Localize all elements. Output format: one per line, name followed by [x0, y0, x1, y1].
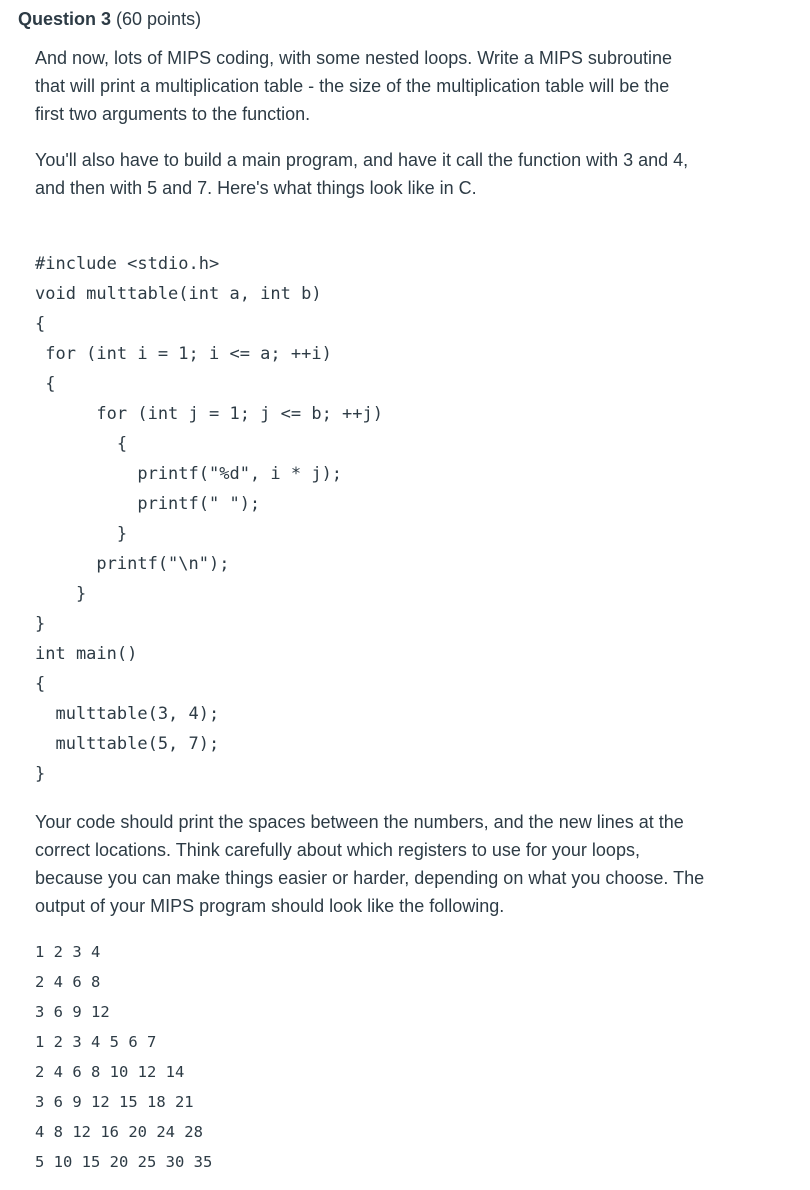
- question-header: [18, 7, 201, 31]
- code-line: }: [35, 584, 87, 604]
- code-line: int main(): [35, 644, 138, 664]
- code-line: {: [35, 314, 46, 334]
- code-line: printf("\n");: [35, 554, 230, 574]
- intro-paragraph-1: [35, 44, 755, 128]
- code-line: {: [35, 674, 46, 694]
- output-line: 1 2 3 4: [35, 943, 101, 961]
- output-line: 1 2 3 4 5 6 7: [35, 1033, 157, 1051]
- code-line: printf(" ");: [35, 494, 261, 514]
- code-line: printf("%d", i * j);: [35, 464, 343, 484]
- text-line: correct locations. Think carefully about which registers to use for your loops,: [35, 840, 640, 860]
- code-line: for (int i = 1; i <= a; ++i): [35, 344, 332, 364]
- code-line: {: [35, 374, 56, 394]
- output-line: 3 6 9 12 15 18 21: [35, 1093, 194, 1111]
- c-code-block: [35, 249, 383, 789]
- code-line: }: [35, 614, 46, 634]
- text-line: and then with 5 and 7. Here's what things look like in C.: [35, 178, 477, 198]
- code-line: multtable(3, 4);: [35, 704, 220, 724]
- output-line: 3 6 9 12: [35, 1003, 110, 1021]
- instructions-paragraph: [35, 808, 755, 920]
- code-line: }: [35, 524, 128, 544]
- output-line: 4 8 12 16 20 24 28: [35, 1123, 203, 1141]
- code-line: #include <stdio.h>: [35, 254, 220, 274]
- question-points: (60 points): [111, 9, 202, 29]
- question-title: Question 3: [18, 9, 112, 29]
- text-line: You'll also have to build a main program, and have it call the function with 3 and 4,: [35, 150, 689, 170]
- intro-paragraph-2: [35, 146, 755, 202]
- text-line: Your code should print the spaces between the numbers, and the new lines at the: [35, 812, 684, 832]
- text-line: And now, lots of MIPS coding, with some nested loops. Write a MIPS subroutine: [35, 48, 672, 68]
- output-line: 2 4 6 8 10 12 14: [35, 1063, 185, 1081]
- code-line: void multtable(int a, int b): [35, 284, 322, 304]
- text-line: output of your MIPS program should look like the following.: [35, 896, 505, 916]
- text-line: first two arguments to the function.: [35, 104, 311, 124]
- output-line: 5 10 15 20 25 30 35: [35, 1153, 213, 1171]
- code-line: {: [35, 434, 128, 454]
- code-line: multtable(5, 7);: [35, 734, 220, 754]
- code-line: for (int j = 1; j <= b; ++j): [35, 404, 383, 424]
- text-line: because you can make things easier or harder, depending on what you choose. The: [35, 868, 705, 888]
- output-line: 2 4 6 8: [35, 973, 101, 991]
- code-line: }: [35, 764, 46, 784]
- text-line: that will print a multiplication table - the size of the multiplication table will be the: [35, 76, 670, 96]
- expected-output-block: [35, 937, 212, 1177]
